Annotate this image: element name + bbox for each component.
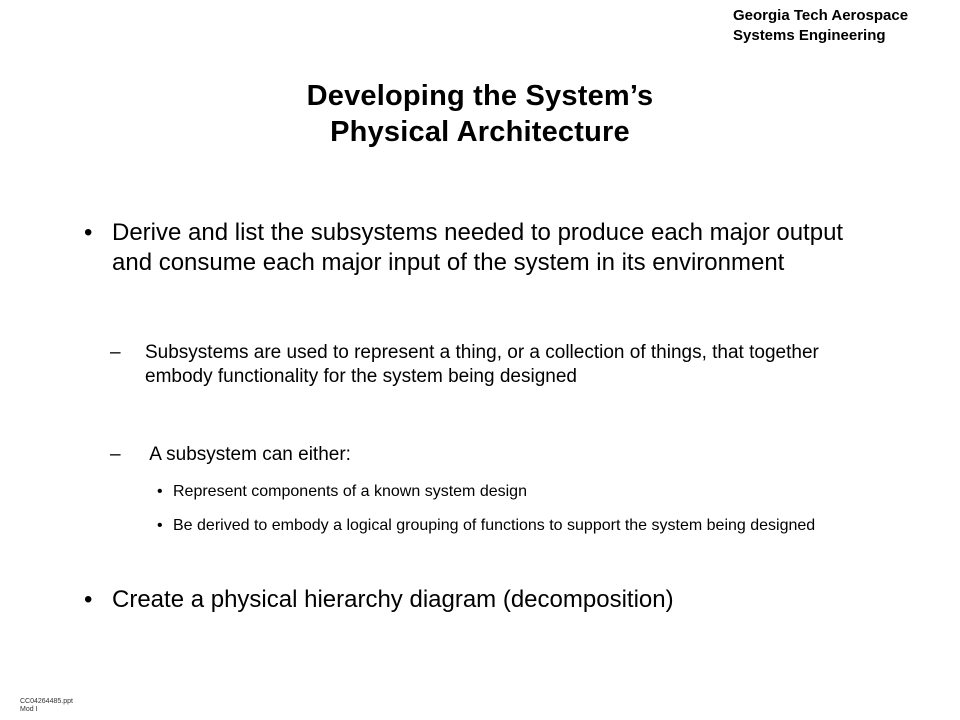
dash-marker: – [110,444,121,465]
bullet-marker: • [157,517,163,534]
bullet-create-hierarchy-diagram [84,585,884,615]
organization-line-2: Systems Engineering [733,27,886,44]
dash-marker: – [110,342,121,363]
sub-bullet-subsystem-either [110,443,870,467]
bullet-marker: • [84,586,93,613]
bullet-derive-subsystems [84,218,854,278]
sub-sub-bullet-text: Be derived to embody a logical grouping of functions to support the system being designed [173,517,816,534]
slide-title [0,78,960,150]
bullet-marker: • [157,483,163,500]
bullet-text: Derive and list the subsystems needed to produce each major output and consume each major input of the system in its environment [112,219,844,276]
footer-file-name: CC04264485.ppt [20,698,73,705]
sub-bullet-text: Subsystems are used to represent a thing, or a collection of things, that together embody functionality for the system being designed [145,342,819,387]
footer-file-info [20,698,73,714]
slide-title-line-2: Physical Architecture [330,116,630,148]
sub-bullet-subsystems-definition [110,341,870,389]
organization-header [733,6,908,46]
sub-sub-bullet-known-design [157,478,857,505]
sub-sub-bullet-text: Represent components of a known system design [173,483,527,500]
bullet-text: Create a physical hierarchy diagram (decomposition) [112,586,674,613]
slide-title-line-1: Developing the System’s [306,80,654,112]
bullet-marker: • [84,219,93,246]
sub-bullet-text: A subsystem can either: [145,444,351,465]
organization-line-1: Georgia Tech Aerospace [733,7,909,24]
sub-sub-bullet-logical-grouping [157,512,857,539]
footer-module: Mod I [20,706,38,713]
